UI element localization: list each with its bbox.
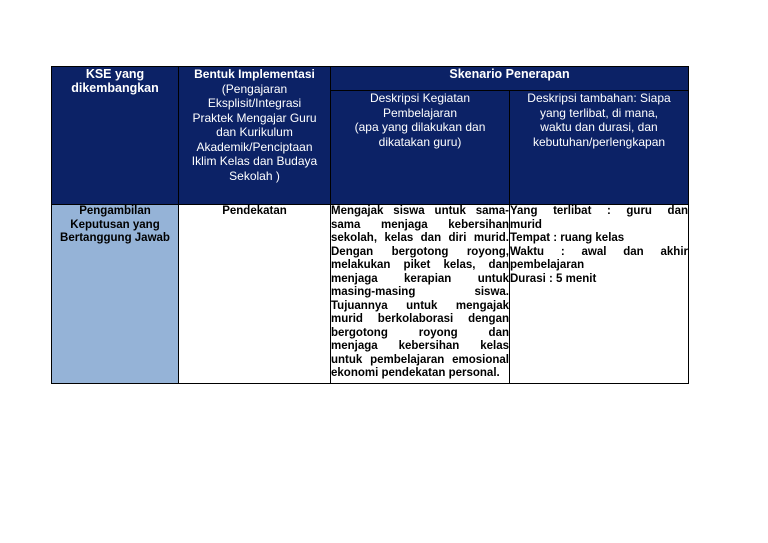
cell-kse <box>52 205 179 384</box>
header-kse-line: KSE yang <box>85 67 145 81</box>
header-deskripsi <box>331 91 510 205</box>
header-bentuk-line: Eksplisit/Integrasi <box>207 96 302 110</box>
header-deskripsi-line: dikatakan guru) <box>378 134 462 149</box>
cell-kse-line: Bertanggung Jawab <box>60 232 170 244</box>
header-tambahan-line: waktu dan durasi, dan <box>540 120 658 134</box>
cell-deskripsi <box>331 205 510 384</box>
cell-bentuk: Pendekatan <box>179 205 331 384</box>
header-bentuk-line: Praktek Mengajar Guru <box>192 110 317 125</box>
header-bentuk <box>179 67 331 205</box>
cell-tambahan <box>510 205 689 384</box>
cell-deskripsi-line: untuk pembelajaran emosional <box>331 353 509 366</box>
cell-tambahan-line: Durasi : 5 menit <box>510 272 597 285</box>
header-tambahan-line: Deskripsi tambahan: Siapa <box>527 91 671 105</box>
cell-deskripsi-line: menjaga kerapian untuk <box>331 272 509 285</box>
implementation-table <box>51 66 689 384</box>
header-tambahan-line: kebutuhan/perlengkapan <box>532 134 666 149</box>
header-kse <box>52 67 179 205</box>
header-bentuk-line: Sekolah ) <box>229 168 280 183</box>
cell-deskripsi-line: masing-masing siswa. <box>331 286 509 298</box>
cell-deskripsi-line: melakukan piket kelas, dan <box>331 259 509 271</box>
cell-deskripsi-line: ekonomi pendekatan personal. <box>331 367 500 379</box>
header-tambahan-line: yang terlibat, di mana, <box>539 105 659 120</box>
cell-deskripsi-line: Mengajak siswa untuk sama- <box>331 205 509 217</box>
header-bentuk-line: dan Kurikulum <box>216 125 293 139</box>
header-bentuk-title: Bentuk Implementasi <box>194 67 315 81</box>
cell-deskripsi-line: bergotong royong dan <box>331 326 509 339</box>
header-deskripsi-line: (apa yang dilakukan dan <box>354 120 486 134</box>
header-bentuk-line: Akademik/Penciptaan <box>196 139 313 154</box>
header-bentuk-line: (Pengajaran <box>221 81 288 96</box>
cell-deskripsi-line: Tujuannya untuk mengajak <box>331 299 509 312</box>
header-bentuk-line: Iklim Kelas dan Budaya <box>191 154 318 168</box>
cell-tambahan-line: pembelajaran <box>510 259 585 271</box>
cell-tambahan-line: Yang terlibat : guru dan <box>510 205 688 217</box>
cell-deskripsi-line: sekolah, kelas dan diri murid. <box>331 232 509 244</box>
cell-kse-line: Pengambilan <box>79 205 151 217</box>
cell-tambahan-line: murid <box>510 218 542 231</box>
cell-tambahan-line: Waktu : awal dan akhir <box>510 245 688 258</box>
header-tambahan <box>510 91 689 205</box>
cell-tambahan-line: Tempat : ruang kelas <box>510 232 625 244</box>
header-kse-line: dikembangkan <box>71 81 159 95</box>
header-deskripsi-line: Deskripsi Kegiatan <box>369 91 471 105</box>
header-skenario: Skenario Penerapan <box>331 67 689 91</box>
cell-deskripsi-line: murid berkolaborasi dengan <box>331 313 509 325</box>
cell-deskripsi-line: sama menjaga kebersihan <box>331 218 509 231</box>
cell-deskripsi-line: menjaga kebersihan kelas <box>331 340 509 352</box>
cell-kse-line: Keputusan yang <box>70 218 160 231</box>
cell-deskripsi-line: Dengan bergotong royong, <box>331 245 509 258</box>
header-deskripsi-line: Pembelajaran <box>382 105 458 120</box>
table-row <box>52 205 689 384</box>
